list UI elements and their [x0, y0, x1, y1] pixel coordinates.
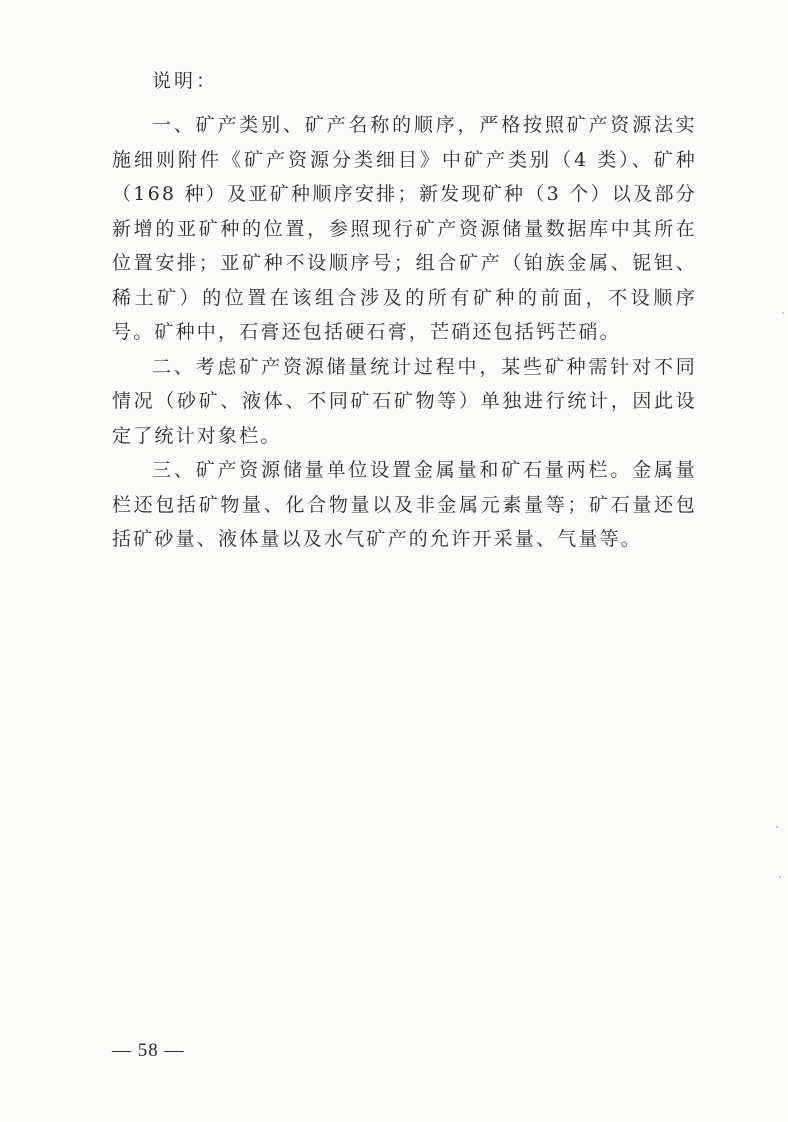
section-heading: 说明： [152, 70, 219, 92]
scan-speck [776, 826, 778, 828]
note-paragraph-1: 一、矿产类别、矿产名称的顺序，严格按照矿产资源法实施细则附件《矿产资源分类细目》中矿产类别（4 类）、矿种（168 种）及亚矿种顺序安排；新发现矿种（3 个）以及部分新增的亚矿种的位置，参照现行矿产资源储量数据库中其所在位置安排；亚矿种不设顺序号；组合矿产（铂族金属、铌钽、稀土矿）的位置在该组合涉及的所有矿种的前面，不设顺序号。矿种中，石膏还包括硬石膏，芒硝还包括钙芒硝。 [112, 114, 697, 343]
scan-speck [779, 876, 781, 878]
scan-speck [782, 312, 784, 314]
page-number: — 58 — [112, 1040, 185, 1061]
note-paragraph-2: 二、考虑矿产资源储量统计过程中，某些矿种需针对不同情况（砂矿、液体、不同矿石矿物等）单独进行统计，因此设定了统计对象栏。 [112, 355, 697, 447]
notes-body [112, 108, 697, 557]
note-paragraph-3: 三、矿产资源储量单位设置金属量和矿石量两栏。金属量栏还包括矿物量、化合物量以及非金属元素量等；矿石量还包括矿砂量、液体量以及水气矿产的允许开采量、气量等。 [112, 459, 697, 550]
